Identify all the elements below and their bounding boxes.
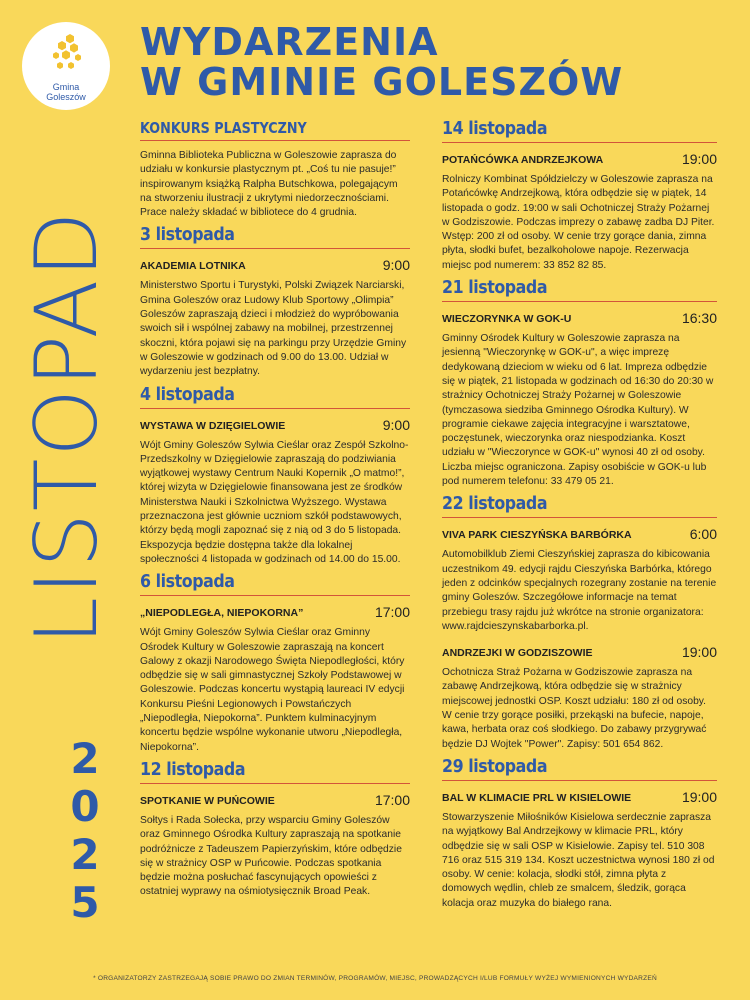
konkurs-desc: Gminna Biblioteka Publiczna w Goleszowie zaprasza do udziału w konkursie plastycznym pt. „Coś tu nie pasuje!” inspirowanym książką Ralpha Butschkowa, polegającym na stworzeniu ilustracji z ukrytymi niedorzecznościami. Prace należy składać w bibliotece do 4 grudnia. — [140, 150, 398, 219]
event-header — [140, 792, 410, 808]
day-block — [140, 224, 410, 379]
event-desc: Gminny Ośrodek Kultury w Goleszowie zaprasza na jesienną "Wieczorynkę w GOK-u", a więc imprezę dedykowaną dzieciom w wieku od 6 lat. Impreza odbędzie się w piątek, 21 listopada w godzinach od 16:30 do 20:30 w strażnicy Ochotniczej Straży Pożarnej w Goleszowie (tymczasowa siedziba Gminnego Ośrodka Kultury). W programie ciekawe zajęcia integracyjne i warsztatowe, poczęstunek, wieczorynka oraz niespodzianka. Koszt udziału w "Wieczorynce w GOK-u" wynosi 40 zł od osoby. Liczba miejsc ograniczona. Zapisy osobiście w GOK-u lub pod numerem telefonu: 33 479 05 21. — [442, 333, 714, 488]
divider — [442, 142, 717, 143]
divider — [140, 783, 410, 784]
konkurs-title: KONKURS PLASTYCZNY — [140, 119, 307, 137]
event-header — [442, 644, 717, 660]
title-line-2: W GMINIE GOLESZÓW — [140, 60, 624, 104]
divider — [140, 408, 410, 409]
logo-line-1: Gmina — [52, 82, 80, 92]
logo-line-2: Goleszów — [46, 92, 86, 102]
event-header — [442, 151, 717, 167]
divider — [442, 780, 717, 781]
side-year — [60, 735, 110, 927]
year-digit: 0 — [70, 782, 100, 831]
event-desc: Ministerstwo Sportu i Turystyki, Polski Związek Narciarski, Gmina Goleszów oraz Ludowy Klub Sportowy „Olimpia” Goleszów zapraszają dzieci i młodzież do wypróbowania swoich sił i wspólnej zabawy na mobilnej, przestrzennej skoczni, która pojawi się na parkingu przy Urzędzie Gminy w Goleszowie w godzinach od 9.00 do 13.00. Udział w wydarzeniu jest bezpłatny. — [140, 280, 407, 378]
day-date: 29 listopada — [442, 755, 548, 777]
day-block — [442, 493, 717, 752]
right-column — [442, 118, 717, 915]
event-name: WYSTAWA W DZIĘGIELOWIE — [140, 419, 286, 432]
event-desc: Rolniczy Kombinat Spółdzielczy w Goleszowie zaprasza na Potańcówkę Andrzejkową, która odbędzie się w piątek, 14 listopada o godz. 19:00 w sali Ochotniczej Straży Pożarnej w Godziszowie. Podczas imprezy o zabawę zadba DJ Piter. Wstęp: 200 zł od osoby. W cenie trzy gorące dania, zimna płyta, słodki bufet, bezalkoholowe napoje. Rezerwacja miejsc pod numerem: 33 852 82 85. — [442, 174, 715, 271]
year-digit: 2 — [70, 734, 100, 783]
event-header — [442, 310, 717, 326]
event-name: SPOTKANIE W PUŃCOWIE — [140, 794, 275, 807]
event-desc: Sołtys i Rada Sołecka, przy wsparciu Gminy Goleszów oraz Gminnego Ośrodka Kultury zapraszają na spotkanie podróżnicze z Tadeuszem Papierzyńskim, które odbędzie się w strażnicy OSP w Puńcowie. Podczas spotkania będzie można posłuchać fascynujących opowieści z ostatniej wyprawy na ośmiotysięcznik Broad Peak. — [140, 814, 402, 898]
day-date: 22 listopada — [442, 493, 548, 515]
day-date: 21 listopada — [442, 277, 548, 299]
page-title — [140, 22, 740, 102]
divider — [442, 517, 717, 518]
event-desc: Automobilklub Ziemi Cieszyńskiej zaprasza do kibicowania uczestnikom 49. edycji rajdu Cieszyńska Barbórka, którego jeden z odcinków specjalnych rozegrany zostanie na terenie gminy Goleszów. Szczegółowe informacje na temat przebiegu trasy rajdu już wkrótce na stronie organizatora: www.rajdcieszynskabarborka.pl. — [442, 549, 717, 632]
day-block — [140, 384, 410, 568]
event-time: 19:00 — [681, 788, 717, 805]
side-month: LISTOPAD — [17, 209, 117, 645]
event-name: VIVA PARK CIESZYŃSKA BARBÓRKA — [442, 529, 632, 542]
day-block — [442, 756, 717, 911]
event-time: 6:00 — [689, 526, 717, 543]
event-header — [140, 417, 410, 433]
event-time: 19:00 — [681, 644, 717, 661]
event-time: 17:00 — [374, 791, 410, 808]
footnote: * ORGANIZATORZY ZASTRZEGAJĄ SOBIE PRAWO DO ZMIAN TERMINÓW, PROGRAMÓW, MIEJSC, PROWADZĄCYCH I/LUB FORMUŁY WYŻEJ WYMIENIONYCH WYDARZEŃ — [93, 975, 657, 982]
event-header — [442, 789, 717, 805]
day-block — [442, 277, 717, 489]
event-time: 9:00 — [382, 416, 410, 433]
event-header — [140, 604, 410, 620]
event-time: 16:30 — [681, 310, 717, 327]
event-desc: Wójt Gminy Goleszów Sylwia Cieślar oraz Zespół Szkolno-Przedszkolny w Dzięgielowie zapraszają do podziwiania wyjątkowej wystawy Centrum Nauki Kopernik „O matmo!”, której wizyta w Dzięgielowie finansowana jest ze środków Ministerstwa Nauki i Szkolnictwa Wyższego. Wystawa przeznaczona jest głównie uczniom szkół podstawowych, którzy będą mogli zapoznać się z nią od 3 do 5 listopada. Ekspozycja będzie dostępna także dla lokalnej społeczności 4 listopada w godzinach od 14.00 do 15.00. — [140, 439, 409, 565]
event-header — [442, 526, 717, 542]
event-name: BAL W KLIMACIE PRL W KISIELOWIE — [442, 791, 632, 804]
event-name: WIECZORYNKA W GOK-U — [442, 313, 572, 326]
event-name: AKADEMIA LOTNIKA — [140, 260, 246, 273]
event-name: „NIEPODLEGŁA, NIEPOKORNA” — [140, 607, 304, 620]
day-date: 6 listopada — [140, 571, 235, 593]
event-time: 9:00 — [382, 257, 410, 274]
title-line-1: WYDARZENIA — [140, 20, 439, 64]
day-block — [140, 759, 410, 900]
event-desc: Wójt Gminy Goleszów Sylwia Cieślar oraz Gminny Ośrodek Kultury w Goleszowie zapraszają na koncert Galowy z okazji Narodowego Święta Niepodległości, który odbędzie się w sali gimnastycznej Szkoły Podstawowej w Goleszowie. Podczas koncertu wystąpią laureaci IV edycji Konkursu Pieśni Legionowych i Powstańczych „Niepodległa, Niepokorna”. Punktem kulminacyjnym koncertu będzie wspólne wykonanie utworu „Niepodległa, Niepokorna”. — [140, 627, 405, 753]
day-date: 4 listopada — [140, 383, 235, 405]
event-time: 17:00 — [374, 604, 410, 621]
event-name: POTAŃCÓWKA ANDRZEJKOWA — [442, 154, 604, 166]
day-date: 14 listopada — [442, 118, 548, 139]
divider — [140, 140, 410, 141]
day-block — [442, 118, 717, 273]
divider — [140, 595, 410, 596]
event-time: 19:00 — [681, 151, 717, 167]
event-name: ANDRZEJKI W GODZISZOWIE — [442, 647, 593, 660]
event-desc: Stowarzyszenie Miłośników Kisielowa serdecznie zaprasza na wyjątkowy Bal Andrzejkowy w klimacie PRL, który odbędzie się w sali OSP w Kisielowie. Zapisy tel. 510 308 716 oraz 515 319 134. Koszt uczestnictwa wynosi 180 zł od osoby. W cenie: kolacja, słodki stół, zimna płyta z domowych wędlin, chleb ze smalcem, śledzik, gorąca kolacja oraz muzyka do białego rana. — [442, 811, 715, 909]
year-digit: 5 — [70, 878, 100, 927]
year-digit: 2 — [70, 830, 100, 879]
left-column — [140, 118, 410, 904]
divider — [442, 301, 717, 302]
event-header — [140, 257, 410, 273]
day-date: 12 listopada — [140, 758, 246, 780]
event-desc: Ochotnicza Straż Pożarna w Godziszowie zaprasza na zabawę Andrzejkową, która odbędzie się w strażnicy miejscowej jednostki OSP. Koszt udziału: 180 zł od osoby. W cenie trzy gorące posiłki, przekąski na bufecie, napoje, kawa, herbata oraz coś słodkiego. Do zabawy przygrywać będzie DJ Wojtek "Power". Zapisy: 501 654 862. — [442, 667, 707, 750]
day-date: 3 listopada — [140, 224, 235, 246]
day-block — [140, 571, 410, 755]
divider — [140, 248, 410, 249]
